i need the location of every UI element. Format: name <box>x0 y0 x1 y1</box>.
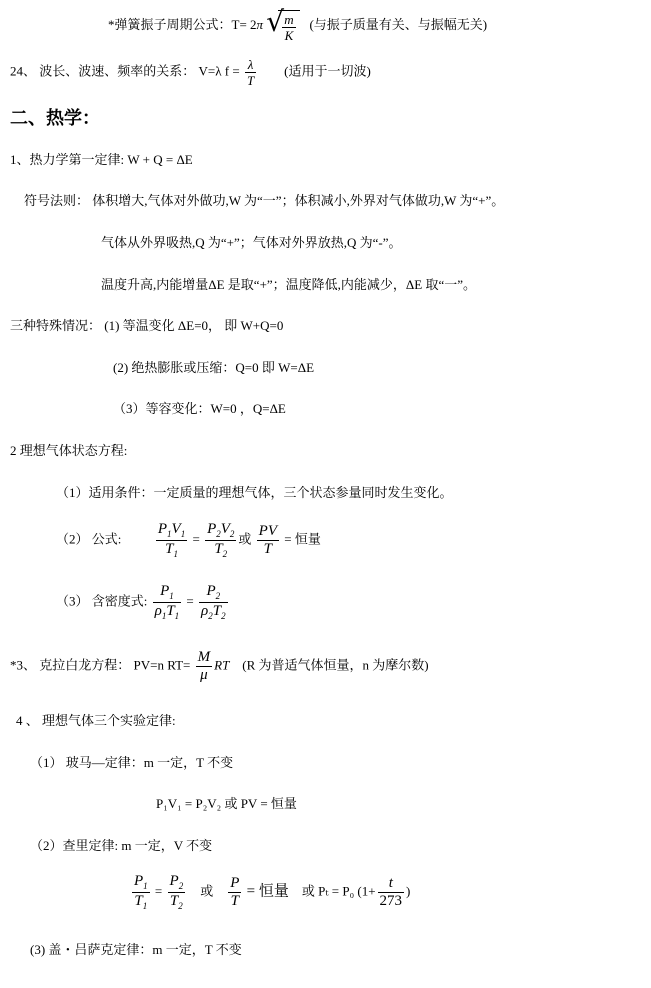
frac-p2-rho2t2: $\frac{P_2}{\rho_2T_2}$ <box>201 583 226 621</box>
formula-const: = 恒量 <box>284 531 321 547</box>
wave-note: (适用于一切波) <box>284 63 371 79</box>
formula-label: （2） 公式: <box>56 531 122 547</box>
sign-rule-3: 温度升高,内能增量ΔE 是取“+”；温度降低,内能减少，ΔE 取“一”。 <box>101 277 477 292</box>
special-case-2: (2) 绝热膨胀或压缩：Q=0 即 W=ΔE <box>113 360 315 375</box>
charles-formula: $\frac{P_1}{T_1}$ = $\frac{P_2}{T_2}$ 或 $\frac{P}{T}$ = 恒量 或 Pₜ = P₀ (1+ $\frac{t}{273}$ ) <box>134 873 411 911</box>
radical-sign: √ <box>266 5 285 38</box>
spring-m: m <box>284 12 294 27</box>
ideal-gas-heading: 2 理想气体状态方程: <box>10 443 128 458</box>
frac-t-273 <box>378 876 405 909</box>
clapeyron-prefix: *3、 克拉白龙方程： PV=n RT= <box>10 657 191 673</box>
special-case-3: （3）等容变化：W=0 ，Q=ΔE <box>113 401 286 416</box>
density-label: （3） 含密度式: <box>56 593 148 609</box>
charles-t: t <box>378 876 405 893</box>
sign-rule-2: 气体从外界吸热,Q 为“+”；气体对外界放热,Q 为“-”。 <box>101 235 402 250</box>
gay-lussac-law-line: (3) 盖・吕萨克定律：m 一定，T 不变 <box>30 942 242 957</box>
charles-273: 273 <box>379 893 403 909</box>
charles-const: = 恒量 <box>246 883 289 900</box>
frac-p1-rho1t1: $\frac{P_1}{\rho_1T_1}$ <box>154 583 180 621</box>
frac-p1v1-t1: $\frac{P_1V_1}{T_1}$ <box>157 521 186 559</box>
spring-period-line <box>108 5 488 43</box>
frac-p1-t1: $\frac{P_1}{T_1}$ <box>134 873 148 911</box>
wave-line <box>10 58 371 87</box>
charles-or-1: 或 <box>200 883 214 899</box>
clapeyron-line <box>10 650 429 683</box>
formula-or: 或 <box>238 531 252 547</box>
clapeyron-rt: RT <box>214 657 230 673</box>
wave-lambda: λ <box>245 58 256 73</box>
experimental-laws-heading: 4 、 理想气体三个实验定律: <box>16 713 176 728</box>
frac-p2-t2: $\frac{P_2}{T_2}$ <box>169 873 184 911</box>
sign-rule-1: 符号法则： 体积增大,气体对外做功,W 为“一”；体积减小,外界对气体做功,W 为“+”。 <box>24 193 505 208</box>
first-law-line: 1、热力学第一定律: W + Q = ΔE <box>10 152 193 167</box>
wave-prefix: 24、 波长、波速、频率的关系： V=λ f = <box>10 63 240 79</box>
charles-law-line: （2）查里定律: m 一定，V 不变 <box>30 838 213 853</box>
condition-line: （1）适用条件：一定质量的理想气体，三个状态参量同时发生变化。 <box>56 485 453 500</box>
frac-p-t: $\frac{P}{T}$ <box>230 875 240 909</box>
spring-note: (与振子质量有关、与振幅无关) <box>309 16 488 32</box>
boyle-law-line: （1） 玻马—定律：m 一定，T 不变 <box>30 755 234 770</box>
frac-m-mu: $\frac{M}{\mu}$ <box>197 649 211 683</box>
special-case-1: 三种特殊情况： (1) 等温变化 ΔE=0， 即 W+Q=0 <box>10 318 284 333</box>
sqrt-expression <box>266 5 299 43</box>
pi-symbol: π <box>256 16 264 32</box>
boyle-formula: P₁V₁ = P₂V₂ 或 PV = 恒量 <box>156 796 297 811</box>
clapeyron-note: (R 为普适气体恒量，n 为摩尔数) <box>242 657 429 673</box>
formula-line: （2） 公式: $\frac{P_1V_1}{T_1}$ = $\frac{P_2V_2}{T_2}$ 或 $\frac{PV}{T}$ = 恒量 <box>56 521 321 559</box>
spring-prefix: *弹簧振子周期公式：T= 2 <box>108 16 257 32</box>
frac-p2v2-t2: $\frac{P_2V_2}{T_2}$ <box>207 521 235 559</box>
wave-t: T <box>246 73 255 88</box>
density-line: （3） 含密度式: $\frac{P_1}{\rho_1T_1}$ = $\frac{P_2}{\rho_2T_2}$ <box>56 583 226 621</box>
charles-or-2: 或 Pₜ = P₀ (1+ <box>301 883 376 899</box>
spring-k: K <box>284 28 294 43</box>
frac-pv-t: $\frac{PV}{T}$ <box>258 523 277 557</box>
thermo-heading: 二、热学： <box>10 108 100 129</box>
